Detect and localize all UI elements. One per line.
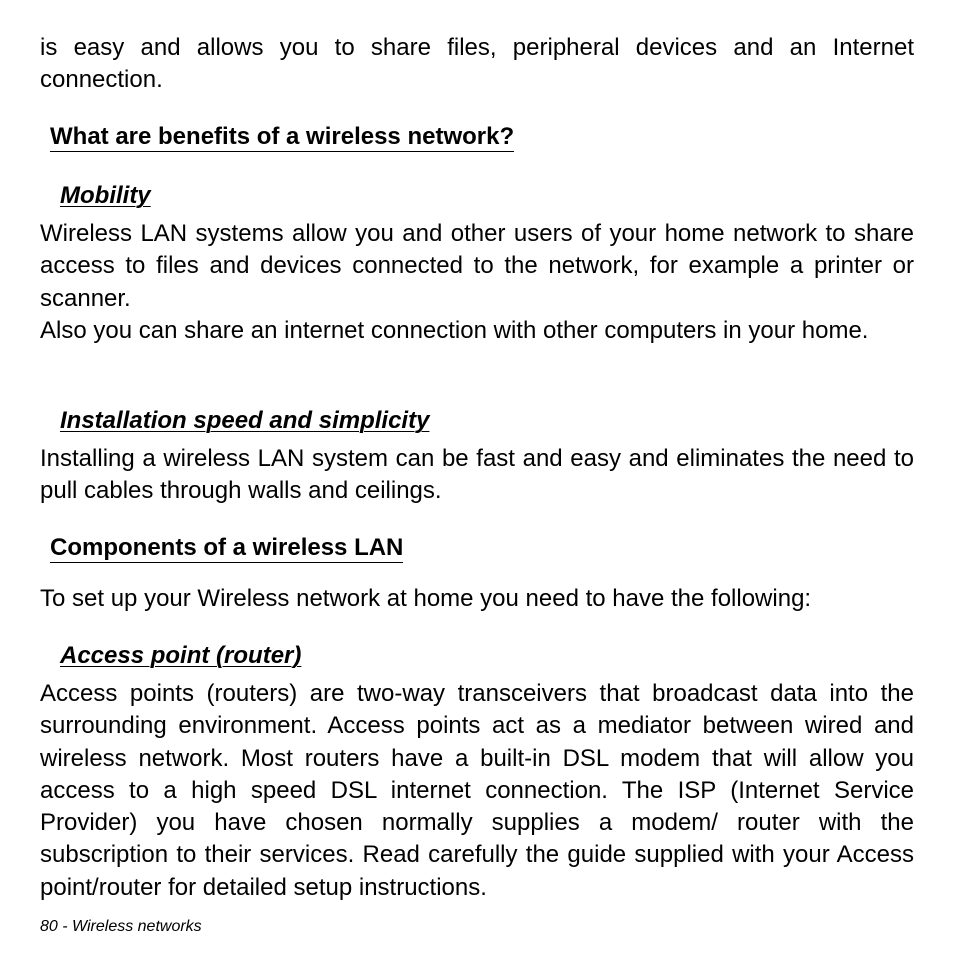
benefits-heading-text: What are benefits of a wireless network? <box>50 123 515 150</box>
components-heading-text: Components of a wireless LAN <box>50 534 404 561</box>
mobility-paragraph-2: Also you can share an internet connection with other computers in your home. <box>40 317 869 344</box>
access-point-paragraph: Access points (routers) are two-way transceivers that broadcast data into the surrounding environment. Access points act as a mediator between wired and wireless network. Most routers have a built-in DSL modem that will allow you access to a high speed DSL internet connection. The ISP (Internet Service Provider) you have chosen normally supplies a modem/ router with the subscription to their services. Read carefully the guide supplied with your Access point/router for detailed setup instructions. <box>40 680 914 901</box>
mobility-heading: Mobility <box>60 182 151 209</box>
page-footer: 80 - Wireless networks <box>40 918 202 935</box>
components-heading <box>40 532 924 564</box>
installation-heading: Installation speed and simplicity <box>60 407 430 434</box>
benefits-heading <box>40 121 924 153</box>
mobility-paragraph-1: Wireless LAN systems allow you and other users of your home network to share access to files and devices connected to the network, for example a printer or scanner. <box>40 220 914 312</box>
intro-paragraph: is easy and allows you to share files, peripheral devices and an Internet connection. <box>40 34 914 94</box>
access-point-heading: Access point (router) <box>60 642 302 669</box>
installation-paragraph: Installing a wireless LAN system can be fast and easy and eliminates the need to pull cables through walls and ceilings. <box>40 445 914 505</box>
components-intro: To set up your Wireless network at home you need to have the following: <box>40 585 812 612</box>
